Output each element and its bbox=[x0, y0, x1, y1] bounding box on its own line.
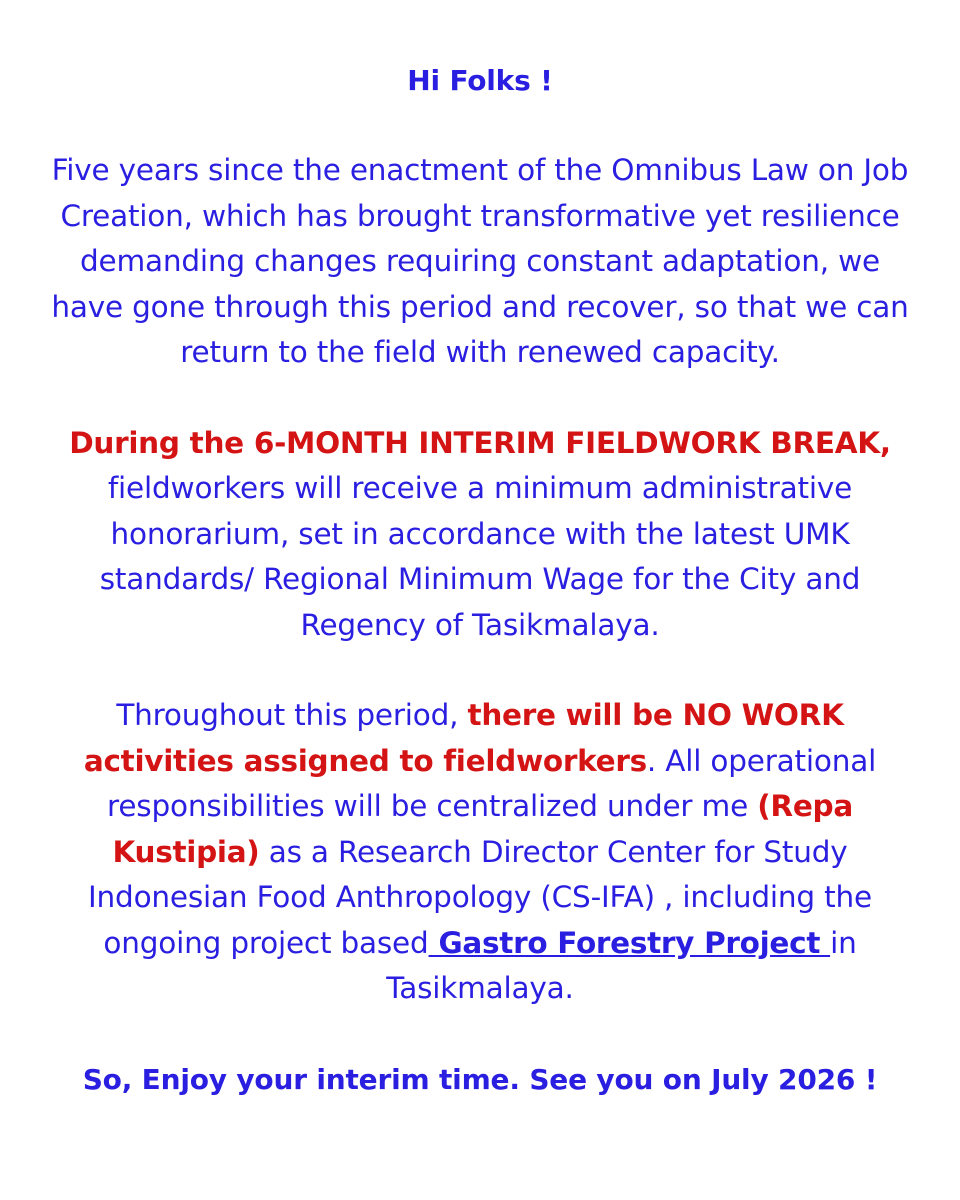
director-name: (Repa Kustipia) bbox=[112, 789, 853, 869]
operations-lead: Throughout this period, bbox=[116, 698, 459, 732]
operations-paragraph bbox=[40, 693, 920, 1012]
break-notice-body: fieldworkers will receive a minimum administrative honorarium, set in accordance with the latest UMK standards/ Regional Minimum Wage for the City and Regency of Tasikmalaya. bbox=[99, 471, 861, 642]
break-notice-paragraph bbox=[40, 421, 920, 649]
closing-line: So, Enjoy your interim time. See you on July 2026 ! bbox=[82, 1062, 878, 1096]
greeting-heading: Hi Folks ! bbox=[407, 64, 553, 97]
intro-paragraph: Five years since the enactment of the Omnibus Law on Job Creation, which has brought transformative yet resilience demanding changes requiring constant adaptation, we have gone through this period and recover, so that we can return to the field with renewed capacity. bbox=[51, 153, 909, 369]
operations-tail: in Tasikmalaya. bbox=[386, 925, 857, 1005]
announcement-document bbox=[40, 58, 920, 1102]
gastro-forestry-project-link[interactable]: Gastro Forestry Project bbox=[428, 925, 831, 960]
break-notice-highlight: During the 6-MONTH INTERIM FIELDWORK BREAK, bbox=[69, 425, 891, 460]
operations-middle: . All operational responsibilities will be centralized under me bbox=[107, 743, 877, 823]
operations-role: as a Research Director Center for Study Indonesian Food Anthropology (CS-IFA) , including the ongoing project based bbox=[88, 834, 872, 960]
no-work-highlight: there will be NO WORK activities assigned to fieldworkers bbox=[83, 698, 844, 778]
